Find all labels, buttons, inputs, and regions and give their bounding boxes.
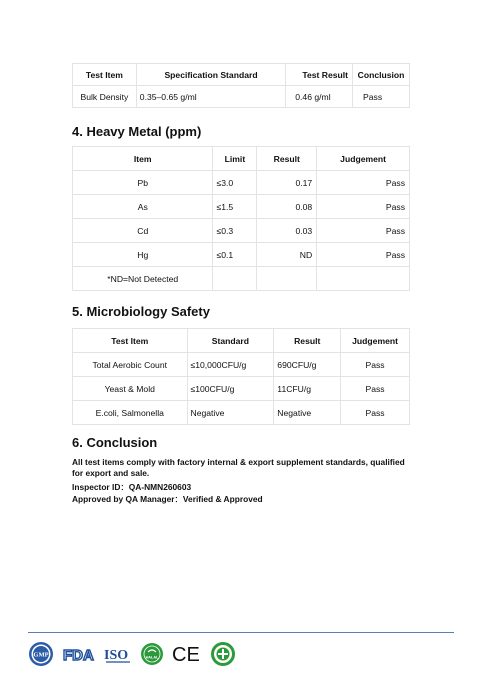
halal-logo-icon (140, 642, 164, 666)
cell-limit: ≤1.5 (213, 195, 257, 219)
cell-test-item: Total Aerobic Count (73, 353, 188, 377)
fda-logo-icon (62, 644, 96, 664)
cell-judgement: Pass (317, 171, 410, 195)
svg-text:CE: CE (172, 644, 200, 665)
cell-conclusion: Pass (353, 86, 410, 108)
cell-item: Cd (73, 219, 213, 243)
cell-judgement: Pass (317, 219, 410, 243)
cell-judgement: Pass (341, 401, 410, 425)
conclusion-statement: All test items comply with factory internal & export supplement standards, qualified for export and sale. (72, 457, 405, 479)
approval-line: Approved by QA Manager：Verified & Approved (72, 494, 263, 504)
inspector-id: Inspector ID：QA-NMN260603 (72, 482, 192, 492)
cell-item: Pb (73, 171, 213, 195)
svg-text:ISO: ISO (104, 648, 129, 663)
microbiology-title: 5. Microbiology Safety (72, 304, 210, 319)
cell-judgement: Pass (341, 353, 410, 377)
cell-item: As (73, 195, 213, 219)
heavy-metal-table (72, 146, 410, 291)
cell-result: 0.08 (257, 195, 317, 219)
cell-limit: ≤0.3 (213, 219, 257, 243)
table-row (73, 243, 410, 267)
svg-text:GMP: GMP (33, 651, 49, 659)
ce-logo-icon (172, 643, 202, 665)
header-specification-standard: Specification Standard (136, 64, 285, 86)
svg-text:HALAL: HALAL (145, 655, 159, 660)
heavy-metal-title: 4. Heavy Metal (ppm) (72, 124, 202, 139)
cell-limit: ≤0.1 (213, 243, 257, 267)
cell-test-item: E.coli, Salmonella (73, 401, 188, 425)
header-test-item: Test Item (73, 64, 137, 86)
gmp-logo-icon (28, 641, 54, 667)
not-detected-note: *ND=Not Detected (73, 267, 213, 291)
cell-result: 0.03 (257, 219, 317, 243)
green-certification-seal-icon (210, 641, 236, 667)
header-test-result: Test Result (286, 64, 353, 86)
cell-judgement: Pass (341, 377, 410, 401)
cell-item: Hg (73, 243, 213, 267)
table-note-row (73, 267, 410, 291)
cell-result: Negative (274, 401, 341, 425)
cell-result: 690CFU/g (274, 353, 341, 377)
header-judgement: Judgement (341, 329, 410, 353)
header-conclusion: Conclusion (353, 64, 410, 86)
header-test-item: Test Item (73, 329, 188, 353)
cell-result: ND (257, 243, 317, 267)
footer-divider (28, 632, 454, 633)
table-row (73, 377, 410, 401)
table-row (73, 353, 410, 377)
svg-text:FDA: FDA (63, 647, 94, 664)
header-limit: Limit (213, 147, 257, 171)
microbiology-table (72, 328, 410, 425)
table-row (73, 86, 410, 108)
iso-logo-icon (104, 643, 132, 665)
table-row (73, 171, 410, 195)
header-standard: Standard (187, 329, 274, 353)
cell-standard: ≤100CFU/g (187, 377, 274, 401)
cell-result: 0.46 g/ml (286, 86, 353, 108)
cell-test-item: Bulk Density (73, 86, 137, 108)
cell-judgement: Pass (317, 195, 410, 219)
cell-limit: ≤3.0 (213, 171, 257, 195)
conclusion-title: 6. Conclusion (72, 435, 158, 450)
cell-spec: 0.35–0.65 g/ml (136, 86, 285, 108)
table-header-row (73, 147, 410, 171)
cell-result: 11CFU/g (274, 377, 341, 401)
header-result: Result (274, 329, 341, 353)
table-row (73, 195, 410, 219)
table-header-row (73, 329, 410, 353)
cell-standard: Negative (187, 401, 274, 425)
header-judgement: Judgement (317, 147, 410, 171)
cell-result: 0.17 (257, 171, 317, 195)
cell-standard: ≤10,000CFU/g (187, 353, 274, 377)
header-item: Item (73, 147, 213, 171)
certification-logos (28, 641, 244, 667)
bulk-density-table (72, 63, 410, 108)
table-row (73, 219, 410, 243)
table-row (73, 401, 410, 425)
cell-test-item: Yeast & Mold (73, 377, 188, 401)
cell-judgement: Pass (317, 243, 410, 267)
table-header-row (73, 64, 410, 86)
header-result: Result (257, 147, 317, 171)
